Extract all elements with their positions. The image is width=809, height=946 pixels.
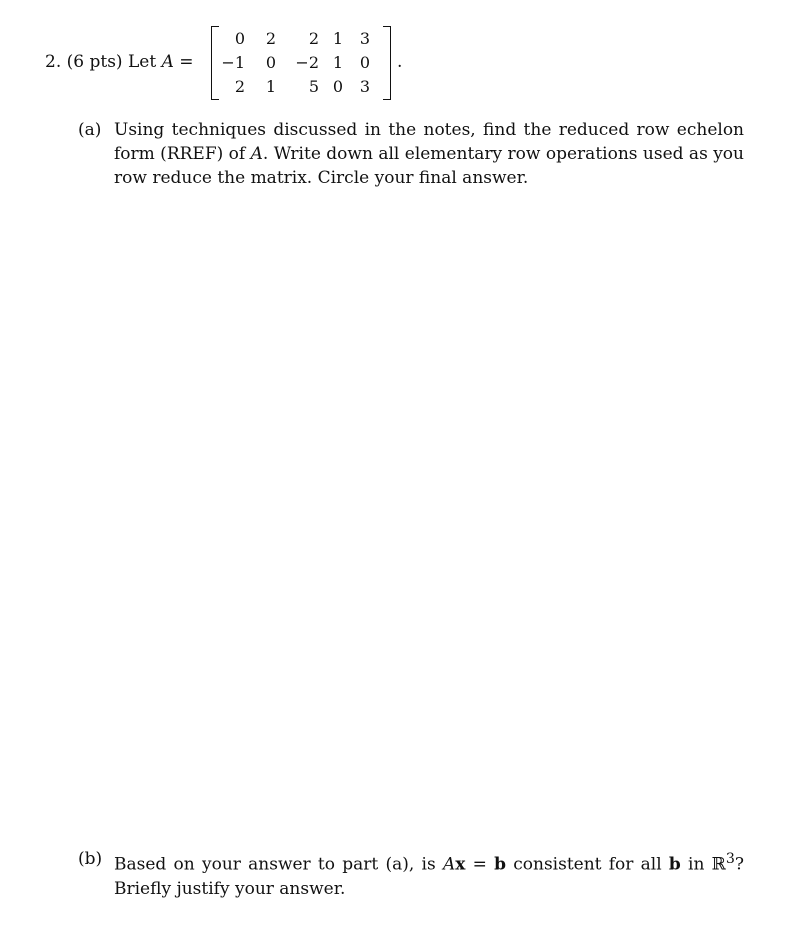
problem-lead: Let [127, 52, 157, 72]
matrix-row [211, 75, 391, 99]
problem-number: 2. [45, 52, 62, 72]
part-b-text-1: Based on your answer to part (a), is [114, 854, 436, 875]
matrix-cell: 3 [359, 77, 370, 96]
matrix-cell: −1 [221, 53, 245, 72]
part-b-space-r: ℝ [711, 854, 726, 875]
problem-statement [45, 51, 194, 73]
part-a-text-after: . Write down all elementary row operations used as you row reduce the matrix. Circle your final answer. [114, 144, 744, 188]
matrix-cell: 0 [332, 77, 343, 96]
problem-points: (6 pts) [66, 52, 123, 72]
matrix-cell: 5 [308, 77, 319, 96]
part-b-text-3: in [680, 854, 712, 875]
part-a [78, 118, 744, 190]
matrix-period: . [397, 52, 403, 72]
matrix-cell: 0 [359, 53, 370, 72]
part-a-text-before: Using techniques discussed in the notes, find the reduced row echelon form (RREF) of [114, 120, 744, 164]
part-a-text [114, 118, 744, 190]
matrix-cell: 2 [265, 29, 276, 48]
matrix-cell: 1 [332, 29, 343, 48]
matrix-a [211, 26, 391, 98]
part-a-var: A [250, 144, 263, 164]
matrix-cell: 1 [332, 53, 343, 72]
matrix-cell: 0 [265, 53, 276, 72]
part-b-text [114, 847, 744, 901]
part-b-eq: = [465, 854, 495, 875]
part-a-label: (a) [78, 120, 102, 140]
part-b-var-a: A [442, 854, 456, 875]
matrix-name: A [161, 52, 174, 72]
part-b-bold-b2: b [668, 854, 681, 875]
part-b-bold-x: x [455, 854, 466, 875]
part-b-label: (b) [78, 849, 103, 869]
part-b-text-4: ? Briefly justify your answer. [114, 854, 744, 899]
part-b [78, 847, 744, 901]
matrix-row [211, 27, 391, 51]
matrix-cell: 2 [308, 29, 319, 48]
part-b-bold-b: b [494, 854, 506, 875]
matrix-cell: 0 [234, 29, 245, 48]
part-b-superscript: 3 [725, 851, 735, 867]
matrix-cell: 3 [359, 29, 370, 48]
matrix-row [211, 51, 391, 75]
matrix-cell: 2 [234, 77, 245, 96]
part-b-text-2: consistent for all [506, 854, 669, 875]
equals-sign: = [179, 52, 194, 72]
matrix-cell: −2 [295, 53, 319, 72]
matrix-cell: 1 [265, 77, 276, 96]
